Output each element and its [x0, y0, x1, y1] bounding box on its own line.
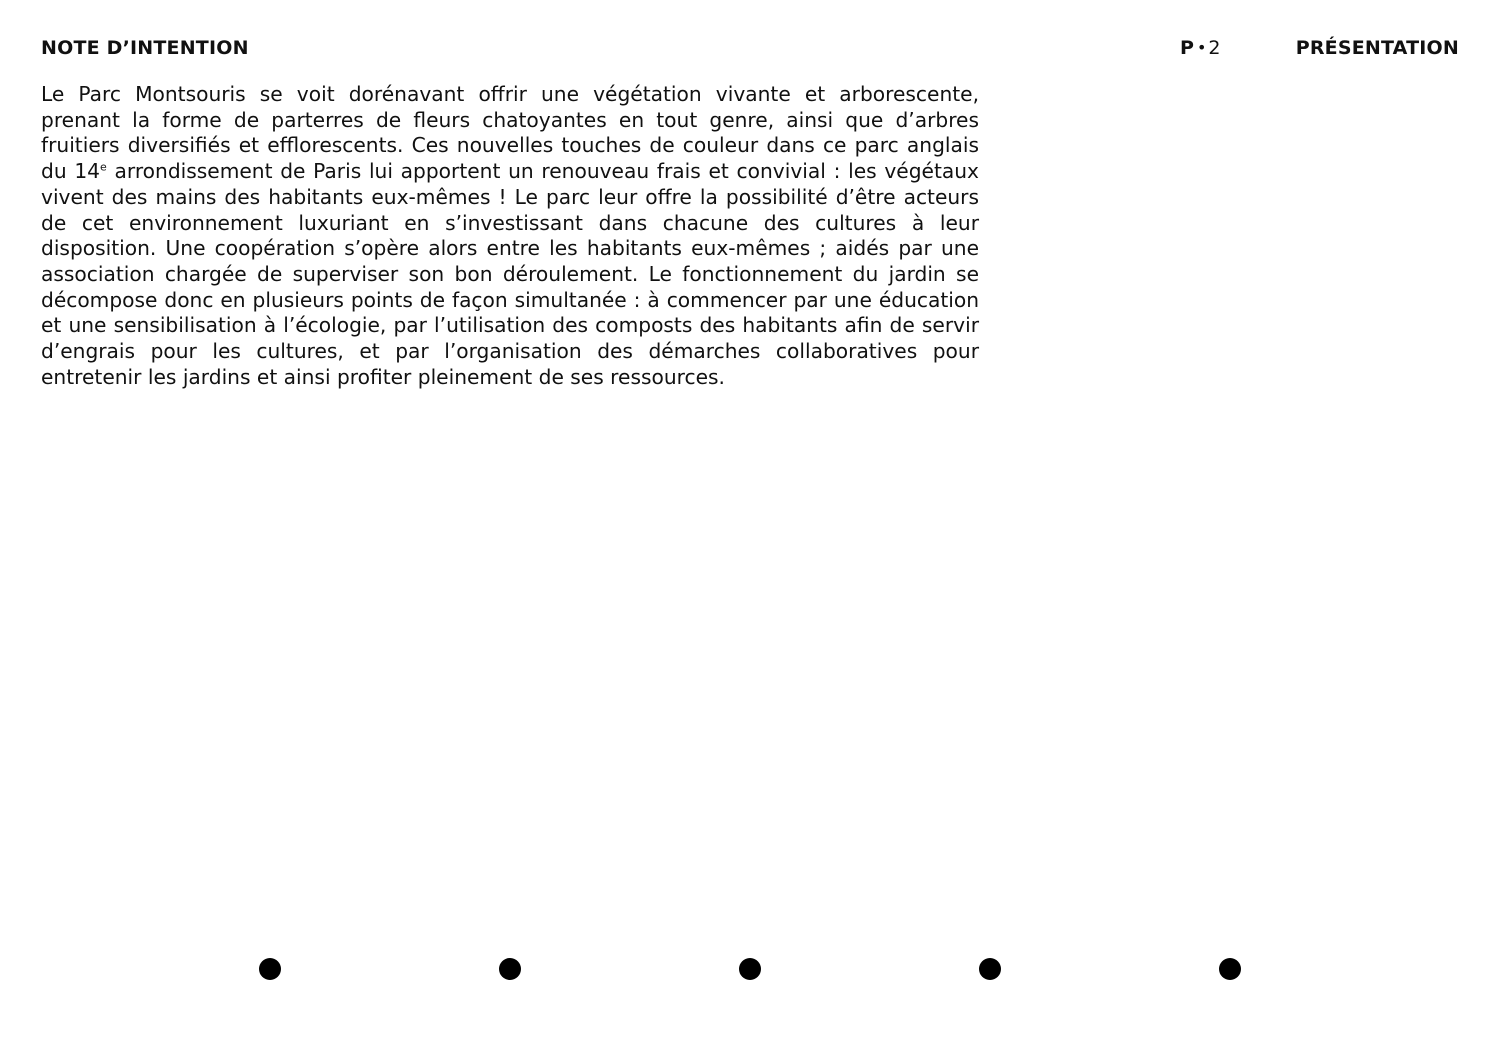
- page-prefix: P: [1180, 37, 1194, 59]
- footer-dots: [0, 958, 1500, 980]
- footer-dot: [979, 958, 1001, 980]
- footer-dot: [739, 958, 761, 980]
- page-number-value: 2: [1208, 37, 1221, 59]
- page-separator-bullet: •: [1196, 38, 1207, 57]
- page-number: [1180, 37, 1220, 59]
- chapter-title: PRÉSENTATION: [1295, 37, 1459, 59]
- paragraph-text-end: arrondissement de Paris lui apportent un renouveau frais et convivial : les végétaux vivent des mains des habitants eux-mêmes ! Le parc leur offre la possibilité d’être acteurs de cet environnement luxuriant en s’investissant dans chacune des cultures à leur disposition. Une coopération s’opère alors entre les habitants eux-mêmes ; aidés par une association chargée de superviser son bon déroulement. Le fonctionnement du jardin se décompose donc en plusieurs points de façon simultanée : à commencer par une éducation et une sensibilisation à l’écologie, par l’utilisation des composts des habitants afin de servir d’engrais pour les cultures, et par l’organisation des démarches collaboratives pour entretenir les jardins et ainsi profiter pleinement de ses ressources.: [41, 159, 979, 389]
- footer-dot: [259, 958, 281, 980]
- section-title: NOTE D’INTENTION: [41, 37, 249, 59]
- ordinal-superscript: e: [100, 160, 107, 174]
- intention-paragraph: [41, 82, 979, 390]
- paragraph-text-start: Le Parc Montsouris se voit dorénavant offrir une végétation vivante et arborescente, prenant la forme de parterres de fleurs chatoyantes en tout genre, ainsi que d’arbres fruitiers diversifiés et efflorescents. Ces nouvelles touches de couleur dans ce parc anglais du 14: [41, 82, 979, 184]
- footer-dot: [1219, 958, 1241, 980]
- footer-dot: [499, 958, 521, 980]
